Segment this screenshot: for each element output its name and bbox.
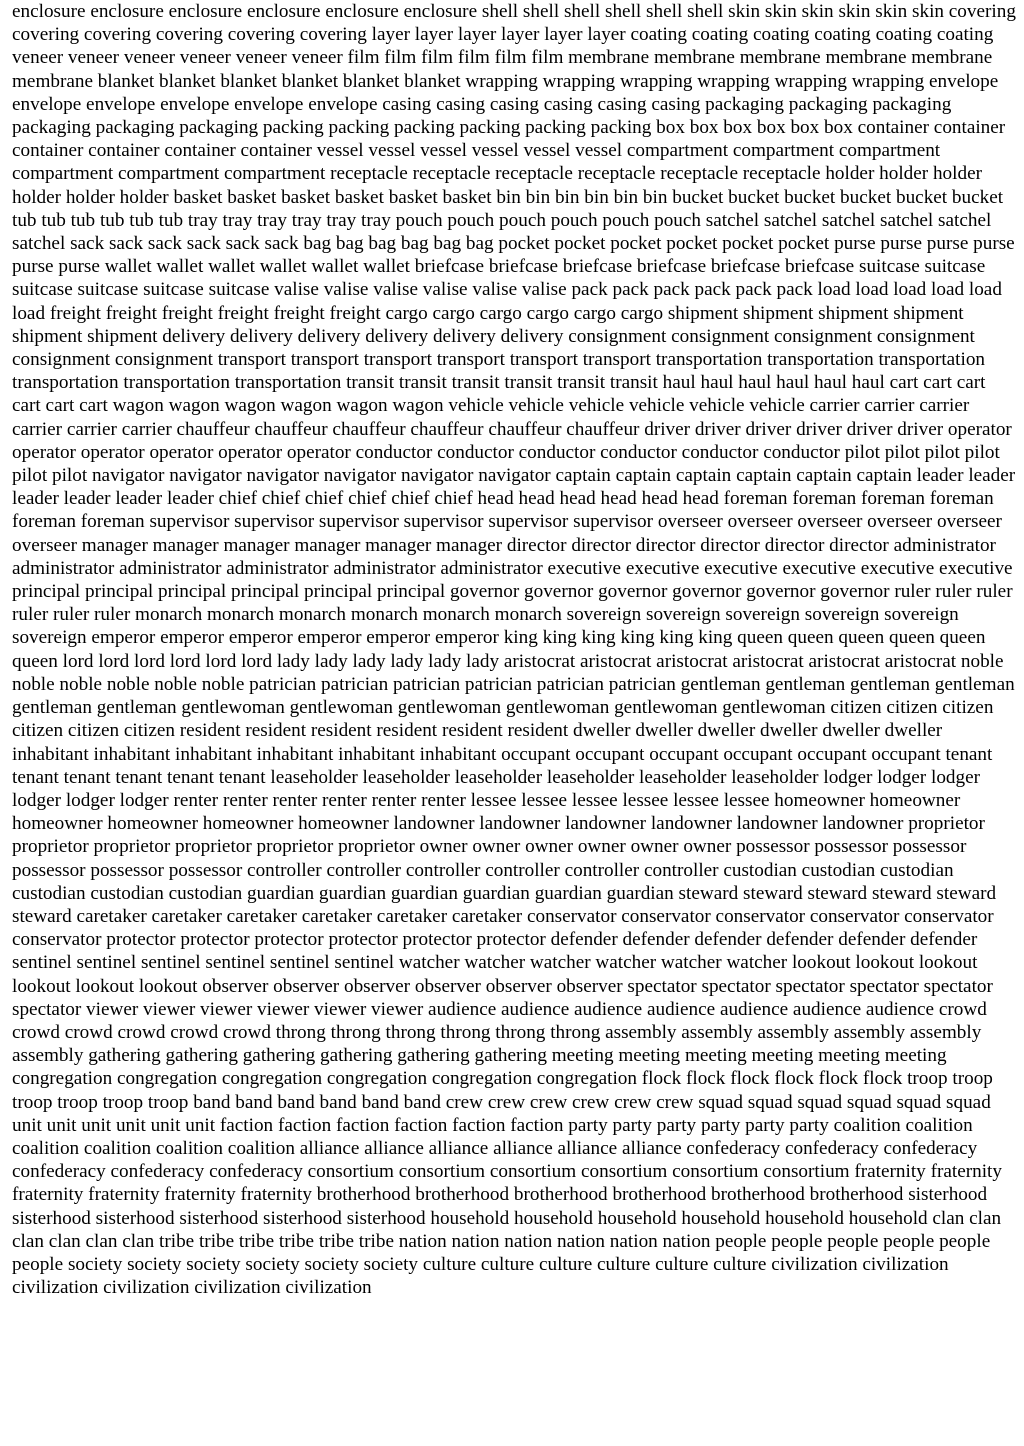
body-text-paragraph: enclosure enclosure enclosure enclosure enclosure enclosure shell shell shell shell shell shell skin skin skin skin skin skin covering covering covering covering covering covering layer layer layer layer layer layer coating coating coating coating coating coating veneer veneer veneer veneer veneer veneer film film film film film film membrane membrane membrane membrane membrane membrane blanket blanket blanket blanket blanket blanket wrapping wrapping wrapping wrapping wrapping wrapping envelope envelope envelope envelope envelope envelope casing casing casing casing casing casing packaging packaging packaging packaging packaging packaging packing packing packing packing packing packing box box box box box box container container container container container container vessel vessel vessel vessel vessel vessel compartment compartment compartment compartment compartment compartment receptacle receptacle receptacle receptacle receptacle receptacle holder holder holder holder holder holder basket basket basket basket basket basket bin bin bin bin bin bin bucket bucket bucket bucket bucket bucket tub tub tub tub tub tub tray tray tray tray tray tray pouch pouch pouch pouch pouch pouch satchel satchel satchel satchel satchel satchel sack sack sack sack sack sack bag bag bag bag bag bag pocket pocket pocket pocket pocket pocket purse purse purse purse purse purse wallet wallet wallet wallet wallet wallet briefcase briefcase briefcase briefcase briefcase briefcase suitcase suitcase suitcase suitcase suitcase suitcase valise valise valise valise valise valise pack pack pack pack pack pack load load load load load load freight freight freight freight freight freight cargo cargo cargo cargo cargo cargo shipment shipment shipment shipment shipment shipment delivery delivery delivery delivery delivery delivery consignment consignment consignment consignment consignment consignment transport transport transport transport transport transport transportation transportation transportation transportation transportation transportation transit transit transit transit transit transit haul haul haul haul haul haul cart cart cart cart cart cart wagon wagon wagon wagon wagon wagon vehicle vehicle vehicle vehicle vehicle vehicle carrier carrier carrier carrier carrier carrier chauffeur chauffeur chauffeur chauffeur chauffeur chauffeur driver driver driver driver driver driver operator operator operator operator operator operator conductor conductor conductor conductor conductor conductor pilot pilot pilot pilot pilot pilot navigator navigator navigator navigator navigator navigator captain captain captain captain captain captain leader leader leader leader leader leader chief chief chief chief chief chief head head head head head head foreman foreman foreman foreman foreman foreman supervisor supervisor supervisor supervisor supervisor supervisor overseer overseer overseer overseer overseer overseer manager manager manager manager manager manager director director director director director director administrator administrator administrator administrator administrator administrator executive executive executive executive executive executive principal principal principal principal principal principal governor governor governor governor governor governor ruler ruler ruler ruler ruler ruler monarch monarch monarch monarch monarch monarch sovereign sovereign sovereign sovereign sovereign sovereign emperor emperor emperor emperor emperor emperor king king king king king king queen queen queen queen queen queen lord lord lord lord lord lord lady lady lady lady lady lady aristocrat aristocrat aristocrat aristocrat aristocrat aristocrat noble noble noble noble noble noble patrician patrician patrician patrician patrician patrician gentleman gentleman gentleman gentleman gentleman gentleman gentlewoman gentlewoman gentlewoman gentlewoman gentlewoman gentlewoman citizen citizen citizen citizen citizen citizen resident resident resident resident resident resident dweller dweller dweller dweller dweller dweller inhabitant inhabitant inhabitant inhabitant inhabitant inhabitant occupant occupant occupant occupant occupant occupant tenant tenant tenant tenant tenant tenant leaseholder leaseholder leaseholder leaseholder leaseholder leaseholder lodger lodger lodger lodger lodger lodger renter renter renter renter renter renter lessee lessee lessee lessee lessee lessee homeowner homeowner homeowner homeowner homeowner homeowner landowner landowner landowner landowner landowner landowner proprietor proprietor proprietor proprietor proprietor proprietor owner owner owner owner owner owner possessor possessor possessor possessor possessor possessor controller controller controller controller controller controller custodian custodian custodian custodian custodian custodian guardian guardian guardian guardian guardian guardian steward steward steward steward steward steward caretaker caretaker caretaker caretaker caretaker caretaker conservator conservator conservator conservator conservator conservator protector protector protector protector protector protector defender defender defender defender defender defender sentinel sentinel sentinel sentinel sentinel sentinel watcher watcher watcher watcher watcher watcher lookout lookout lookout lookout lookout lookout observer observer observer observer observer observer spectator spectator spectator spectator spectator spectator viewer viewer viewer viewer viewer viewer audience audience audience audience audience audience audience crowd crowd crowd crowd crowd crowd throng throng throng throng throng throng assembly assembly assembly assembly assembly assembly gathering gathering gathering gathering gathering gathering meeting meeting meeting meeting meeting meeting congregation congregation congregation congregation congregation congregation flock flock flock flock flock flock troop troop troop troop troop troop band band band band band band crew crew crew crew crew crew squad squad squad squad squad squad unit unit unit unit unit unit faction faction faction faction faction faction party party party party party party coalition coalition coalition coalition coalition coalition alliance alliance alliance alliance alliance alliance confederacy confederacy confederacy confederacy confederacy confederacy consortium consortium consortium consortium consortium consortium fraternity fraternity fraternity fraternity fraternity fraternity brotherhood brotherhood brotherhood brotherhood brotherhood brotherhood sisterhood sisterhood sisterhood sisterhood sisterhood sisterhood household household household household household household clan clan clan clan clan clan tribe tribe tribe tribe tribe tribe nation nation nation nation nation nation people people people people people people society society society society society society culture culture culture culture culture culture civilization civilization civilization civilization civilization civilization [12, 1, 1016, 1299]
document-page [12, 0, 1016, 1299]
